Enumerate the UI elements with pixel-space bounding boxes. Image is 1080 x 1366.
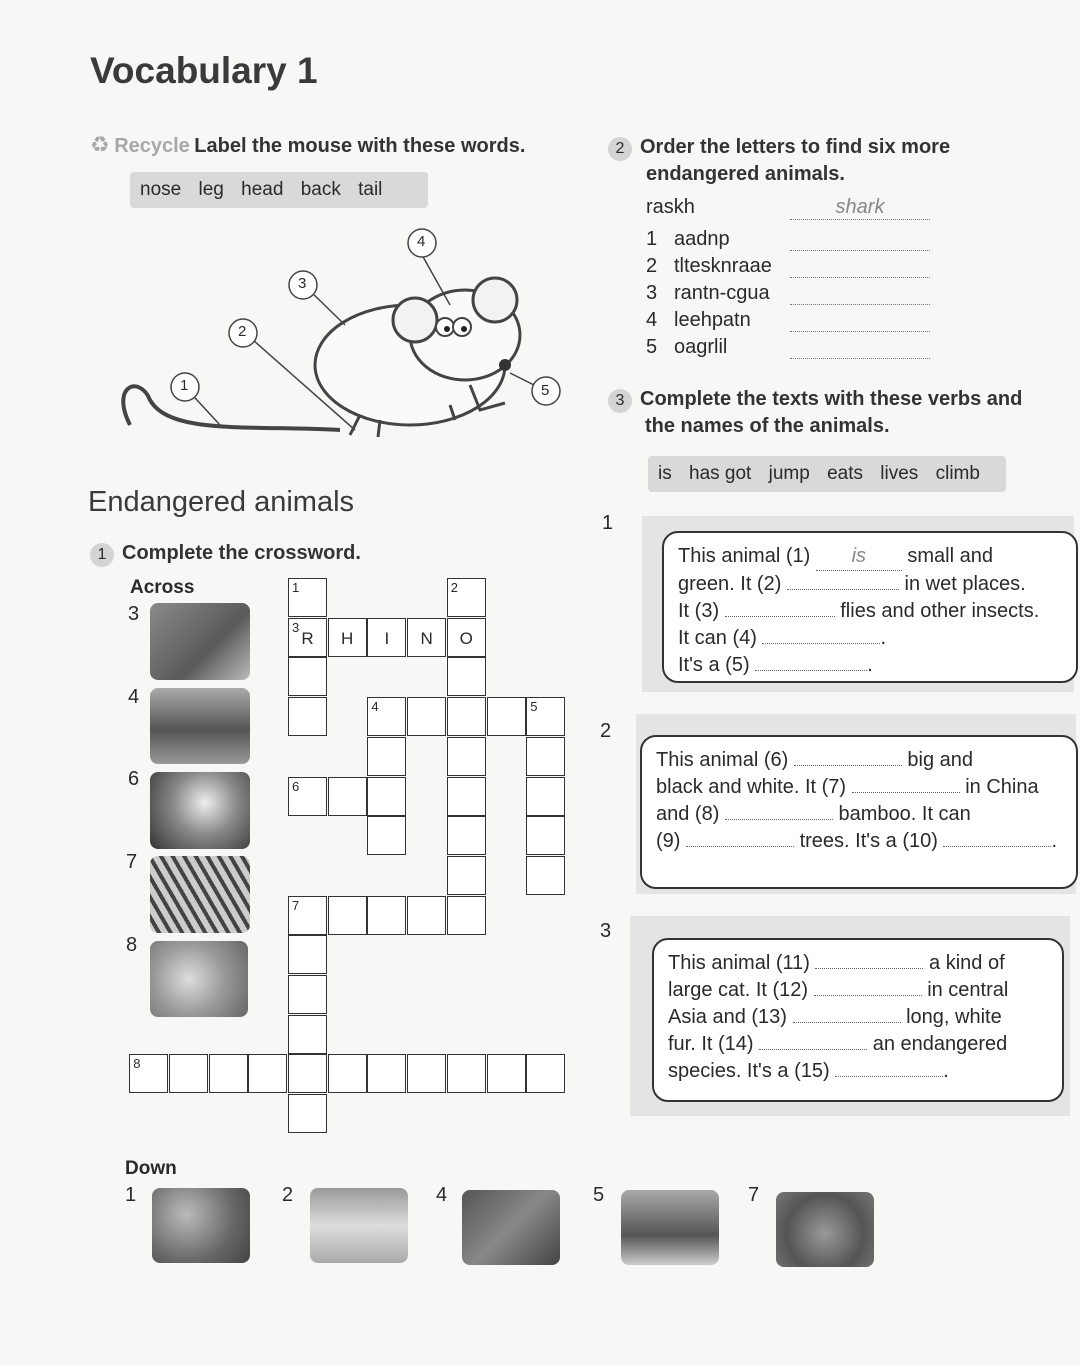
ex2-answer-2[interactable] <box>790 255 930 278</box>
down-num-5: 5 <box>593 1184 605 1206</box>
ex2-item-1: 1 aadnp <box>646 228 730 250</box>
ex3-text-number-1: 1 <box>602 512 614 534</box>
text2-blank-7[interactable] <box>852 792 960 793</box>
crossword-cell[interactable] <box>447 578 486 617</box>
crossword-clue-number: 1 <box>292 580 300 595</box>
ex2-item-2: 2 tltesknraae <box>646 255 772 277</box>
text2-blank-6[interactable] <box>794 765 902 766</box>
crossword-clue-number: 7 <box>292 897 300 913</box>
crossword-cell[interactable] <box>169 1054 208 1093</box>
text2-blank-9[interactable] <box>686 846 794 847</box>
crossword-cell[interactable] <box>288 1015 327 1054</box>
ex1-header <box>90 542 361 567</box>
across-label: Across <box>130 577 195 598</box>
crossword-cell[interactable] <box>526 816 565 855</box>
section-heading: Endangered animals <box>88 486 355 518</box>
crossword-letter: O <box>459 628 473 648</box>
across-num-7: 7 <box>126 851 138 873</box>
crossword-cell[interactable] <box>407 1054 446 1093</box>
verb-jump: jump <box>768 463 810 484</box>
ex3-instruction-1: Complete the texts with these verbs and <box>640 388 1023 410</box>
across-num-6: 6 <box>128 768 140 790</box>
text2-blank-8[interactable] <box>725 819 833 820</box>
crossword-cell[interactable] <box>209 1054 248 1093</box>
across-num-3: 3 <box>128 603 140 625</box>
text1-blank-2[interactable] <box>787 589 899 590</box>
word-leg: leg <box>198 179 224 200</box>
mouse-label-3: 3 <box>298 275 307 292</box>
wolf-photo <box>462 1190 560 1265</box>
verb-eats: eats <box>827 463 864 484</box>
text3-blank-11[interactable] <box>815 968 923 969</box>
text3-box: This animal (11) a kind of large cat. It (12) in central Asia and (13) long, white fur. It (14) an endangered species. It's a (15) . <box>652 938 1064 1102</box>
text1-box: This animal (1) is small and green. It (2) in wet places. It (3) flies and other insects. It can (4) . It's a (5) . <box>662 531 1078 683</box>
crossword-cell[interactable] <box>447 618 486 657</box>
crossword-cell[interactable] <box>367 697 406 736</box>
ex2-instruction-1: Order the letters to find six more <box>640 136 951 158</box>
recycle-header <box>90 132 525 158</box>
crossword-cell[interactable] <box>328 618 367 657</box>
ex3-text-number-2: 2 <box>600 720 612 742</box>
text2-box: This animal (6) big and black and white. It (7) in China and (8) bamboo. It can (9) trees. It's a (10) . <box>640 735 1078 889</box>
page-title: Vocabulary 1 <box>90 50 318 91</box>
crossword-cell[interactable] <box>367 618 406 657</box>
crossword-cell[interactable] <box>447 697 486 736</box>
mouse-illustration <box>110 225 580 455</box>
ex2-item-5: 5 oagrlil <box>646 336 728 358</box>
frog-photo <box>152 1188 250 1263</box>
verb-lives: lives <box>880 463 919 484</box>
recycle-tag: Recycle <box>114 135 190 157</box>
ex3-number: 3 <box>608 389 632 413</box>
tiger-photo <box>150 856 250 933</box>
across-num-4: 4 <box>128 686 140 708</box>
word-nose: nose <box>140 179 182 200</box>
word-tail: tail <box>358 179 383 200</box>
crossword-cell[interactable] <box>367 1054 406 1093</box>
crossword-cell[interactable] <box>288 1094 327 1133</box>
ex2-instruction-2: endangered animals. <box>646 163 845 185</box>
crossword-cell[interactable] <box>288 777 327 816</box>
crossword-cell[interactable] <box>526 1054 565 1093</box>
crossword-cell[interactable] <box>288 618 327 657</box>
ex2-answer-4[interactable] <box>790 309 930 332</box>
crossword-cell[interactable] <box>367 816 406 855</box>
recycle-instruction: Label the mouse with these words. <box>194 135 526 157</box>
crossword-clue-number: 4 <box>371 699 379 715</box>
crossword-cell[interactable] <box>288 935 327 974</box>
crossword-letter: N <box>420 628 433 648</box>
down-num-7: 7 <box>748 1184 760 1206</box>
ex2-answer-3[interactable] <box>790 282 930 305</box>
text3-blank-14[interactable] <box>759 1049 867 1050</box>
ex1-instruction: Complete the crossword. <box>122 542 361 564</box>
crossword-cell[interactable] <box>447 737 486 776</box>
crossword-letter: I <box>384 628 390 648</box>
crossword-cell[interactable] <box>526 737 565 776</box>
snow-leopard-photo <box>150 941 248 1017</box>
crossword-cell[interactable] <box>367 737 406 776</box>
text3-blank-13[interactable] <box>793 1022 901 1023</box>
verb-climb: climb <box>935 463 980 484</box>
text3-blank-15[interactable] <box>835 1076 943 1077</box>
ex2-item-3: 3 rantn-cgua <box>646 282 770 304</box>
polar-bear-photo <box>310 1188 408 1263</box>
crossword-cell[interactable] <box>129 1054 168 1093</box>
ex3-instruction-2: the names of the animals. <box>645 415 890 437</box>
verb-has-got: has got <box>689 463 752 484</box>
text2-blank-10[interactable] <box>943 846 1051 847</box>
ex2-item-4: 4 leehpatn <box>646 309 751 331</box>
crossword-letter: H <box>341 628 354 648</box>
crossword-cell[interactable] <box>288 657 327 696</box>
down-label: Down <box>125 1158 177 1179</box>
crossword-clue-number: 5 <box>530 699 538 715</box>
crossword-cell[interactable] <box>288 975 327 1014</box>
mouse-label-1: 1 <box>180 377 189 394</box>
ex2-number: 2 <box>608 137 632 161</box>
crossword-cell[interactable] <box>447 856 486 895</box>
ex2-example-scrambled: raskh <box>646 196 695 218</box>
down-num-1: 1 <box>125 1184 137 1206</box>
ex1-number: 1 <box>90 543 114 567</box>
crossword-cell[interactable] <box>328 896 367 935</box>
recycle-wordbox <box>130 172 428 208</box>
crossword-cell[interactable] <box>447 816 486 855</box>
crossword-cell[interactable] <box>447 777 486 816</box>
crossword-cell[interactable] <box>407 697 446 736</box>
text3-blank-12[interactable] <box>814 995 922 996</box>
word-back: back <box>300 179 341 200</box>
crossword-cell[interactable] <box>447 1054 486 1093</box>
ex2-example-answer: shark <box>790 196 930 220</box>
crossword-cell[interactable] <box>447 896 486 935</box>
ex3-header <box>608 388 1022 413</box>
across-num-8: 8 <box>126 934 138 956</box>
down-num-2: 2 <box>282 1184 294 1206</box>
crossword-cell[interactable] <box>526 856 565 895</box>
down-num-4: 4 <box>436 1184 448 1206</box>
crossword-clue-number: 6 <box>292 778 300 794</box>
crossword-cell[interactable] <box>367 777 406 816</box>
verb-is: is <box>658 463 672 484</box>
text1-blank-1[interactable]: is <box>816 543 902 571</box>
crossword-cell[interactable] <box>248 1054 287 1093</box>
crossword-cell[interactable] <box>526 697 565 736</box>
mouse-label-2: 2 <box>238 323 247 340</box>
ex3-wordbox <box>648 456 1006 492</box>
owl-photo <box>150 772 250 849</box>
mouse-label-4: 4 <box>417 233 426 250</box>
crossword-cell[interactable] <box>288 896 327 935</box>
ex3-text-number-3: 3 <box>600 920 612 942</box>
crossword-clue-number: 8 <box>133 1056 141 1072</box>
eagle-photo <box>621 1190 719 1265</box>
crossword-cell[interactable] <box>328 777 367 816</box>
mouse-label-5: 5 <box>541 382 550 399</box>
crossword-cell[interactable] <box>407 618 446 657</box>
ex2-answer-1[interactable] <box>790 228 930 251</box>
ex2-header <box>608 136 950 161</box>
crossword-cell[interactable] <box>447 657 486 696</box>
crossword-clue-number: 3 <box>292 619 300 635</box>
ex2-answer-5[interactable] <box>790 336 930 359</box>
crossword-cell[interactable] <box>328 1054 367 1093</box>
crossword-cell[interactable] <box>288 578 327 617</box>
recycle-icon: ♻ <box>90 132 110 157</box>
crossword-cell[interactable] <box>487 697 526 736</box>
crossword-cell[interactable] <box>367 896 406 935</box>
crossword-cell[interactable] <box>288 697 327 736</box>
crossword-cell[interactable] <box>487 1054 526 1093</box>
word-head: head <box>241 179 284 200</box>
text1-blank-4[interactable] <box>762 643 880 644</box>
text1-blank-5[interactable] <box>755 670 867 671</box>
text1-blank-3[interactable] <box>725 616 835 617</box>
whale-photo <box>150 688 250 764</box>
crossword-cell[interactable] <box>526 777 565 816</box>
crossword-cell[interactable] <box>407 896 446 935</box>
crossword-letter: R <box>301 628 314 648</box>
rhino-photo <box>150 603 250 680</box>
tortoise-photo <box>776 1192 874 1267</box>
crossword-clue-number: 2 <box>450 580 459 595</box>
crossword-cell[interactable] <box>288 1054 327 1093</box>
